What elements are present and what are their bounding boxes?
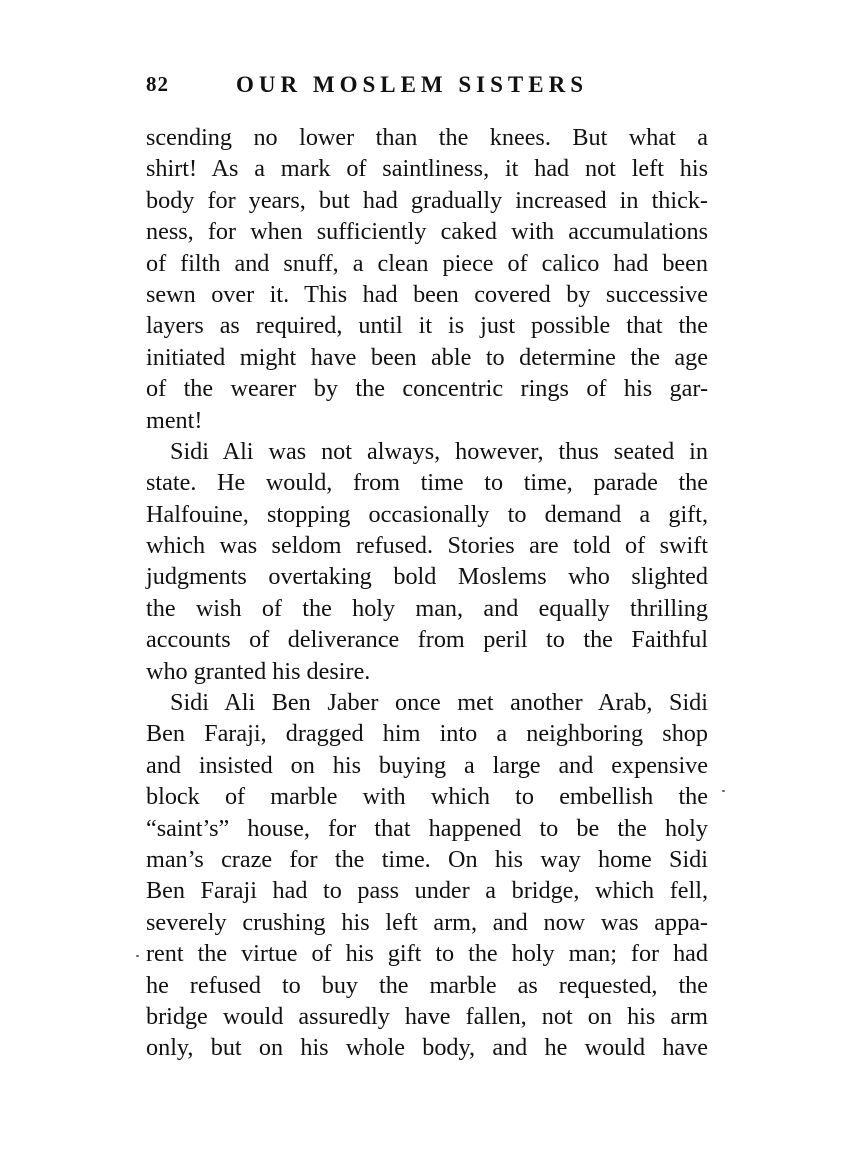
- text-line: accounts of deliverance from peril to the Faithful: [146, 626, 708, 654]
- text-line: of the wearer by the concentric rings of his gar-: [146, 375, 708, 403]
- text-line: initiated might have been able to determine the age: [146, 343, 708, 371]
- text-line: body for years, but had gradually increased in thick-: [146, 186, 708, 214]
- running-head: [146, 72, 726, 108]
- text-line: state. He would, from time to time, parade the: [146, 469, 708, 497]
- text-line: block of marble with which to embellish the: [146, 783, 708, 811]
- text-line: the wish of the holy man, and equally thrilling: [146, 594, 708, 622]
- text-line: ness, for when sufficiently caked with accumulations: [146, 218, 708, 246]
- text-line: he refused to buy the marble as requested, the: [146, 971, 708, 999]
- paragraph-start-line: Sidi Ali was not always, however, thus seated in: [170, 437, 708, 465]
- text-line: judgments overtaking bold Moslems who slighted: [146, 563, 708, 591]
- body-text: [146, 122, 708, 1064]
- text-line: “saint’s” house, for that happened to be the holy: [146, 814, 708, 842]
- page-number: 82: [146, 72, 169, 96]
- text-line: only, but on his whole body, and he would have: [146, 1034, 708, 1062]
- text-line: scending no lower than the knees. But what a: [146, 124, 708, 151]
- paragraph-end-line: who granted his desire.: [146, 657, 371, 685]
- text-line: severely crushing his left arm, and now was appa-: [146, 908, 708, 936]
- paragraph-start-line: Sidi Ali Ben Jaber once met another Arab, Sidi: [170, 689, 708, 717]
- scan-speck: [722, 790, 725, 792]
- text-line: rent the virtue of his gift to the holy man; for had: [146, 940, 708, 968]
- text-line: and insisted on his buying a large and expensive: [146, 751, 708, 779]
- text-line: layers as required, until it is just possible that the: [146, 312, 708, 340]
- text-line: which was seldom refused. Stories are told of swift: [146, 532, 708, 560]
- text-line: man’s craze for the time. On his way home Sidi: [146, 845, 708, 873]
- paragraph-end-line: ment!: [146, 406, 203, 434]
- text-line: shirt! As a mark of saintliness, it had not left his: [146, 155, 708, 183]
- text-line: of filth and snuff, a clean piece of calico had been: [146, 249, 708, 277]
- running-title: OUR MOSLEM SISTERS: [236, 72, 589, 97]
- scan-speck: [136, 955, 139, 957]
- text-line: sewn over it. This had been covered by successive: [146, 280, 708, 308]
- text-line: Halfouine, stopping occasionally to demand a gift,: [146, 500, 708, 528]
- text-line: Ben Faraji, dragged him into a neighboring shop: [146, 720, 708, 748]
- text-line: bridge would assuredly have fallen, not on his arm: [146, 1002, 708, 1030]
- text-line: Ben Faraji had to pass under a bridge, which fell,: [146, 877, 708, 905]
